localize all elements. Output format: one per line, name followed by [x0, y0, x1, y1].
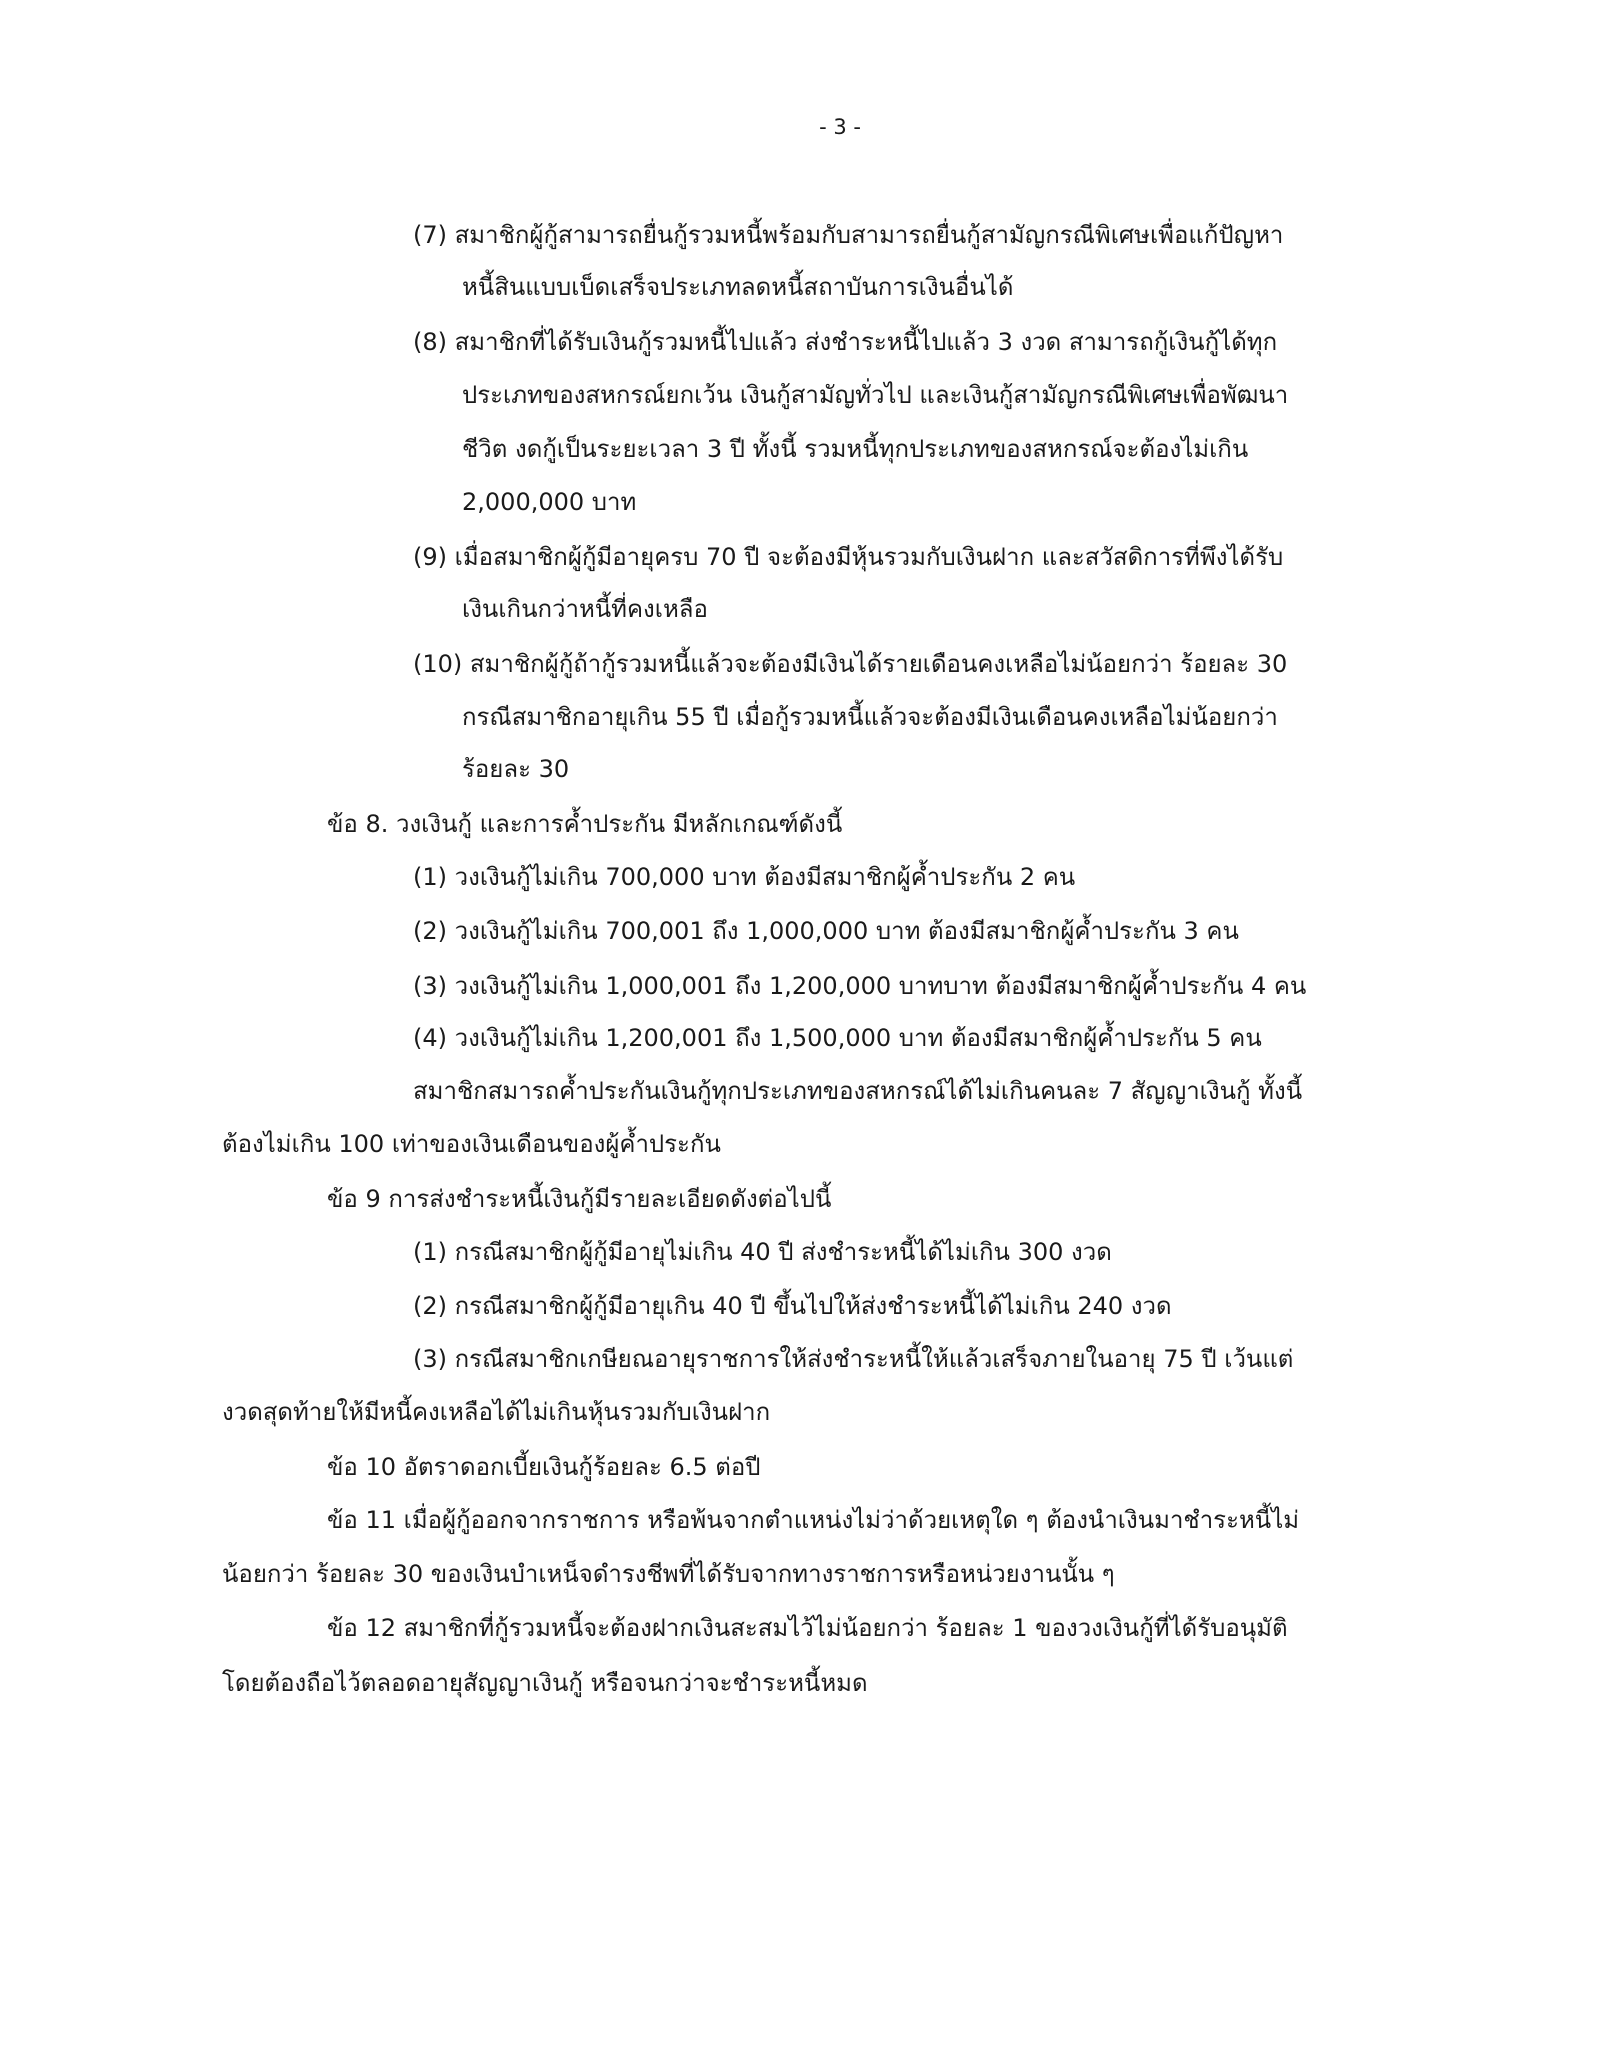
clause-11-line-1: ข้อ 11 เมื่อผู้กู้ออกจากราชการ หรือพ้นจากตำแหน่งไม่ว่าด้วยเหตุใด ๆ ต้องนำเงินมาชำระหนี้ไม่ — [327, 1506, 1300, 1534]
item-8-line-3: ชีวิต งดกู้เป็นระยะเวลา 3 ปี ทั้งนี้ รวมหนี้ทุกประเภทของสหกรณ์จะต้องไม่เกิน — [462, 435, 1249, 463]
clause-8-item-1: (1) วงเงินกู้ไม่เกิน 700,000 บาท ต้องมีสมาชิกผู้ค้ำประกัน 2 คน — [413, 863, 1076, 891]
clause-9-item-1: (1) กรณีสมาชิกผู้กู้มีอายุไม่เกิน 40 ปี ส่งชำระหนี้ได้ไม่เกิน 300 งวด — [413, 1238, 1112, 1266]
clause-9-item-3-line-1: (3) กรณีสมาชิกเกษียณอายุราชการให้ส่งชำระหนี้ให้แล้วเสร็จภายในอายุ 75 ปี เว้นแต่ — [413, 1345, 1294, 1373]
item-10-line-2: กรณีสมาชิกอายุเกิน 55 ปี เมื่อกู้รวมหนี้แล้วจะต้องมีเงินเดือนคงเหลือไม่น้อยกว่า — [462, 703, 1278, 731]
page-number: - 3 - — [819, 115, 861, 139]
clause-9-item-2: (2) กรณีสมาชิกผู้กู้มีอายุเกิน 40 ปี ขึ้นไปให้ส่งชำระหนี้ได้ไม่เกิน 240 งวด — [413, 1292, 1172, 1320]
item-10-line-1: (10) สมาชิกผู้กู้ถ้ากู้รวมหนี้แล้วจะต้องมีเงินได้รายเดือนคงเหลือไม่น้อยกว่า ร้อยละ 30 — [413, 650, 1288, 678]
clause-8-note-line-2: ต้องไม่เกิน 100 เท่าของเงินเดือนของผู้ค้ำประกัน — [222, 1130, 721, 1158]
clause-8-heading: ข้อ 8. วงเงินกู้ และการค้ำประกัน มีหลักเกณฑ์ดังนี้ — [327, 810, 843, 838]
clause-9-item-3-line-2: งวดสุดท้ายให้มีหนี้คงเหลือได้ไม่เกินหุ้นรวมกับเงินฝาก — [222, 1398, 771, 1426]
clause-12-line-2: โดยต้องถือไว้ตลอดอายุสัญญาเงินกู้ หรือจนกว่าจะชำระหนี้หมด — [222, 1669, 868, 1697]
clause-8-item-3: (3) วงเงินกู้ไม่เกิน 1,000,001 ถึง 1,200,000 บาทบาท ต้องมีสมาชิกผู้ค้ำประกัน 4 คน — [413, 972, 1307, 1000]
clause-12-line-1: ข้อ 12 สมาชิกที่กู้รวมหนี้จะต้องฝากเงินสะสมไว้ไม่น้อยกว่า ร้อยละ 1 ของวงเงินกู้ที่ได้รับอนุมัติ — [327, 1614, 1288, 1642]
clause-10: ข้อ 10 อัตราดอกเบี้ยเงินกู้ร้อยละ 6.5 ต่อปี — [327, 1453, 761, 1481]
item-9-line-1: (9) เมื่อสมาชิกผู้กู้มีอายุครบ 70 ปี จะต้องมีหุ้นรวมกับเงินฝาก และสวัสดิการที่พึงได้รับ — [413, 543, 1284, 571]
clause-8-item-2: (2) วงเงินกู้ไม่เกิน 700,001 ถึง 1,000,000 บาท ต้องมีสมาชิกผู้ค้ำประกัน 3 คน — [413, 917, 1239, 945]
item-7-line-2: หนี้สินแบบเบ็ดเสร็จประเภทลดหนี้สถาบันการเงินอื่นได้ — [462, 273, 1014, 301]
clause-9-heading: ข้อ 9 การส่งชำระหนี้เงินกู้มีรายละเอียดดังต่อไปนี้ — [327, 1185, 832, 1213]
item-8-line-4: 2,000,000 บาท — [462, 488, 637, 516]
clause-8-note-line-1: สมาชิกสมารถค้ำประกันเงินกู้ทุกประเภทของสหกรณ์ได้ไม่เกินคนละ 7 สัญญาเงินกู้ ทั้งนี้ — [413, 1077, 1303, 1105]
item-7-line-1: (7) สมาชิกผู้กู้สามารถยื่นกู้รวมหนี้พร้อมกับสามารถยื่นกู้สามัญกรณีพิเศษเพื่อแก้ปัญหา — [413, 221, 1284, 249]
item-9-line-2: เงินเกินกว่าหนี้ที่คงเหลือ — [462, 595, 708, 623]
clause-11-line-2: น้อยกว่า ร้อยละ 30 ของเงินบำเหน็จดำรงชีพที่ได้รับจากทางราชการหรือหน่วยงานนั้น ๆ — [222, 1560, 1115, 1588]
item-10-line-3: ร้อยละ 30 — [462, 755, 570, 783]
item-8-line-1: (8) สมาชิกที่ได้รับเงินกู้รวมหนี้ไปแล้ว ส่งชำระหนี้ไปแล้ว 3 งวด สามารถกู้เงินกู้ได้ทุก — [413, 328, 1278, 356]
item-8-line-2: ประเภทของสหกรณ์ยกเว้น เงินกู้สามัญทั่วไป และเงินกู้สามัญกรณีพิเศษเพื่อพัฒนา — [462, 381, 1289, 409]
clause-8-item-4: (4) วงเงินกู้ไม่เกิน 1,200,001 ถึง 1,500,000 บาท ต้องมีสมาชิกผู้ค้ำประกัน 5 คน — [413, 1024, 1262, 1052]
